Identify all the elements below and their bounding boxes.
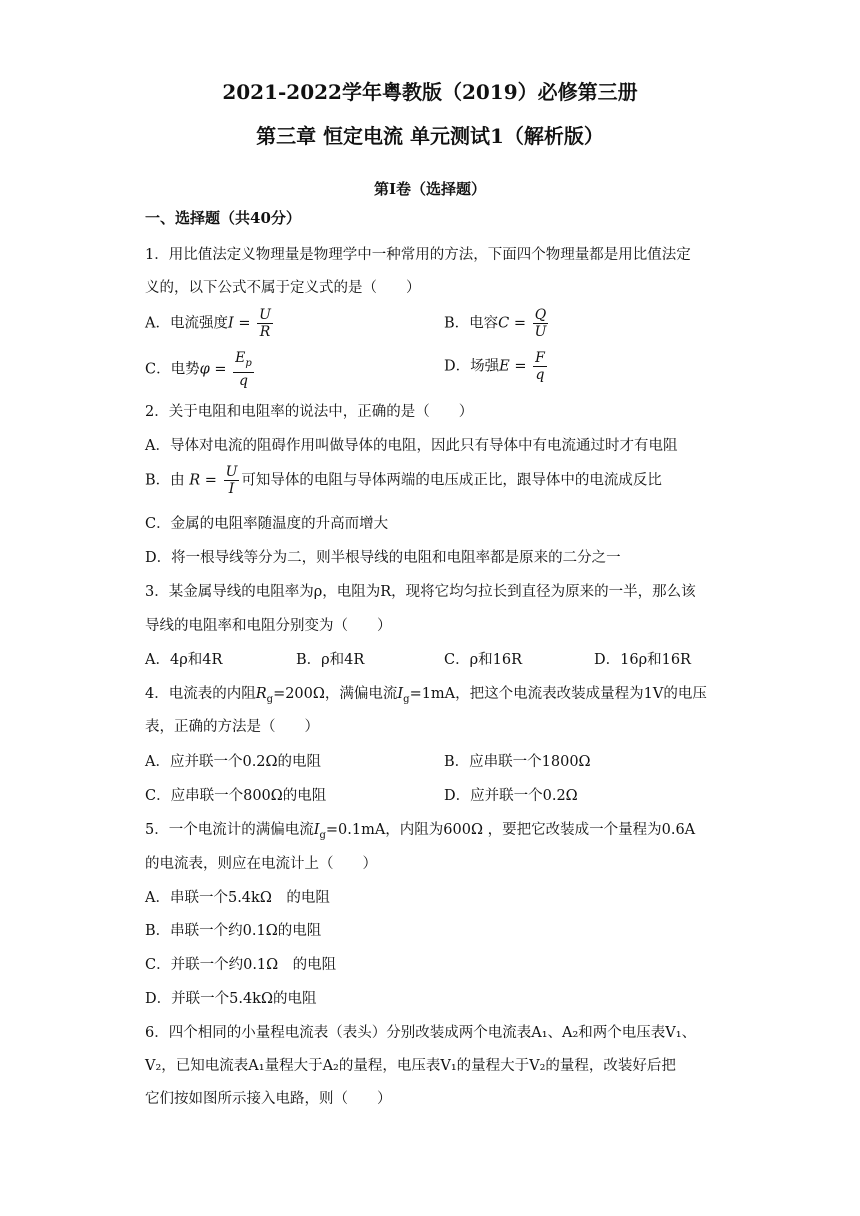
- q1-c-fraction: $\frac{E_p}{q}$: [235, 350, 252, 389]
- q4-option-b: B．应串联一个1800Ω: [444, 754, 591, 770]
- q1-option-c: C．电势φ = $\frac{E_p}{q}$: [145, 350, 252, 389]
- section-title: 第Ⅰ卷（选择题）: [373, 180, 487, 198]
- q4-stem-line2: 表，正确的方法是（ ）: [145, 719, 319, 735]
- q2-stem: 2．关于电阻和电阻率的说法中，正确的是（ ）: [145, 404, 474, 420]
- q6-stem-line2: V₂，已知电流表A₁量程大于A₂的量程，电压表V₁的量程大于V₂的量程，改装好后把: [145, 1058, 676, 1074]
- q4-option-d: D．应并联一个0.2Ω: [444, 788, 578, 804]
- q2-option-a: A．导体对电流的阻碍作用叫做导体的电阻，因此只有导体中有电流通过时才有电阻: [145, 438, 678, 454]
- doc-title-line1: 2021-2022学年粤教版（2019）必修第三册: [222, 80, 638, 104]
- q1-b-fraction: $\frac{Q}{U}$: [534, 307, 547, 340]
- q4-stem-line1: 4．电流表的内阻$R_g=200\Omega$，满偏电流$I_g=1mA$，把这个电流表改装成量程为1V的电压: [145, 686, 707, 705]
- q3-stem-line2: 导线的电阻率和电阻分别变为（ ）: [145, 618, 392, 634]
- q1-d-fraction: $\frac{F}{q}$: [535, 350, 545, 383]
- q6-stem-line1: 6．四个相同的小量程电流表（表头）分别改装成两个电流表A₁、A₂和两个电压表V₁、: [145, 1025, 697, 1041]
- q1-stem-line2: 义的，以下公式不属于定义式的是（ ）: [145, 280, 421, 296]
- q3-option-d: D．16ρ和16R: [594, 652, 691, 668]
- q2-option-c: C．金属的电阻率随温度的升高而增大: [145, 516, 389, 532]
- q3-option-b: B．ρ和4R: [296, 652, 365, 668]
- q4-option-c: C．应串联一个800Ω的电阻: [145, 788, 327, 804]
- q2-b-fraction: $\frac{U}{I}$: [225, 464, 238, 497]
- q5-option-c: C．并联一个约0.1Ω 的电阻: [145, 957, 337, 973]
- q2-option-b: B．由 R = $\frac{U}{I}$ 可知导体的电阻与导体两端的电压成正比，跟导体中的电流成反比: [145, 464, 662, 497]
- q1-option-b: B．电容C = $\frac{Q}{U}$: [444, 307, 547, 340]
- q5-stem-line1: 5．一个电流计的满偏电流$I_g=0.1mA$，内阻为600Ω ，要把它改装成一个量程为0.6A: [145, 822, 696, 841]
- q3-option-a: A．4ρ和4R: [145, 652, 223, 668]
- q5-stem-line2: 的电流表，则应在电流计上（ ）: [145, 856, 377, 872]
- q3-option-c: C．ρ和16R: [444, 652, 522, 668]
- q4-option-a: A．应并联一个0.2Ω的电阻: [145, 754, 322, 770]
- part-heading: 一、选择题（共40分）: [145, 209, 301, 227]
- q5-option-d: D．并联一个5.4kΩ的电阻: [145, 991, 317, 1007]
- q1-option-a: A．电流强度I = $\frac{U}{R}$: [145, 307, 271, 340]
- q3-stem-line1: 3．某金属导线的电阻率为ρ，电阻为R，现将它均匀拉长到直径为原来的一半，那么该: [145, 584, 696, 600]
- q1-a-fraction: $\frac{U}{R}$: [259, 307, 271, 340]
- q6-stem-line3: 它们按如图所示接入电路，则（ ）: [145, 1091, 392, 1107]
- doc-title-line2: 第三章 恒定电流 单元测试1（解析版）: [256, 124, 604, 148]
- q2-option-d: D．将一根导线等分为二，则半根导线的电阻和电阻率都是原来的二分之一: [145, 550, 621, 566]
- q5-option-a: A．串联一个5.4kΩ 的电阻: [145, 890, 330, 906]
- q1-option-d: D．场强E = $\frac{F}{q}$: [444, 350, 545, 383]
- q5-option-b: B．串联一个约0.1Ω的电阻: [145, 923, 322, 939]
- q1-stem-line1: 1．用比值法定义物理量是物理学中一种常用的方法，下面四个物理量都是用比值法定: [145, 247, 691, 263]
